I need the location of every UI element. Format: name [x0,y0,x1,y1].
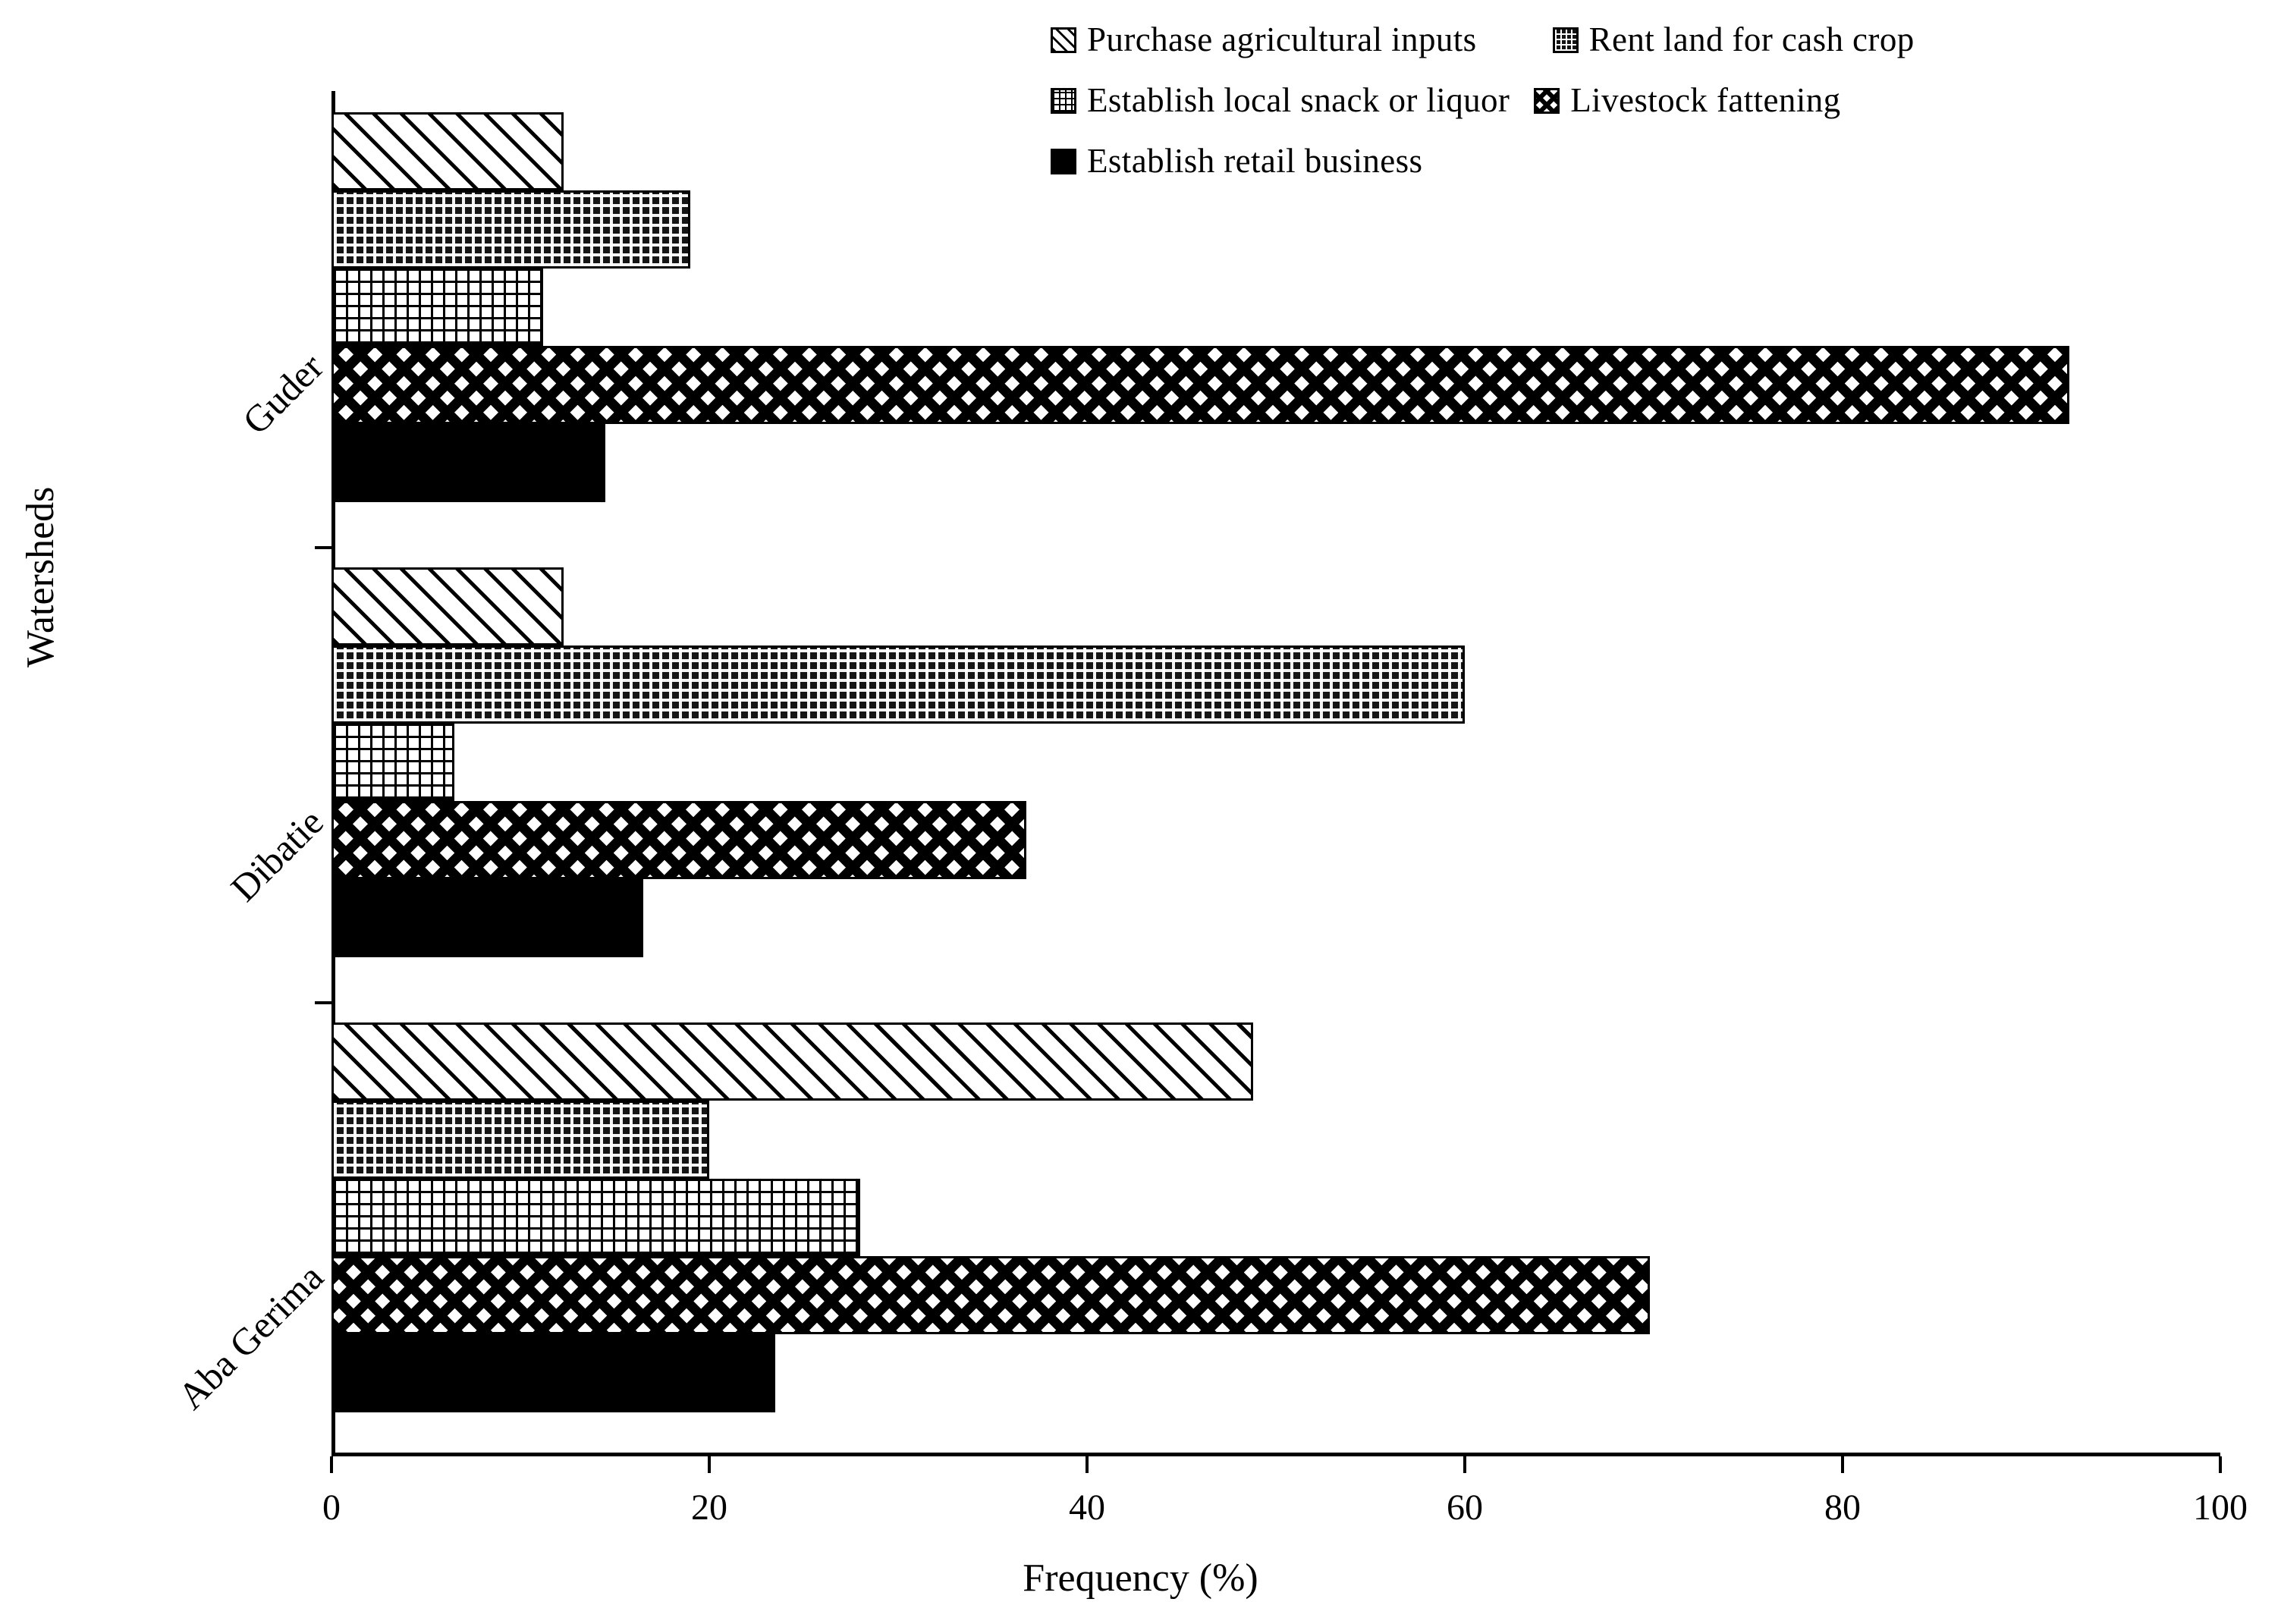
y-tick-1 [315,546,331,549]
x-tick-label-0: 0 [322,1487,341,1528]
x-tick-1 [708,1456,711,1473]
bar [331,879,643,957]
bar [331,1179,860,1257]
bar [331,112,564,190]
x-tick-label-4: 80 [1824,1487,1861,1528]
legend-swatch-dense-grid-icon [1553,27,1579,53]
x-tick-label-1: 20 [691,1487,727,1528]
x-tick-0 [330,1456,333,1473]
x-axis-line [331,1453,2220,1456]
x-tick-3 [1463,1456,1466,1473]
legend-label-4: Establish retail business [1087,142,1423,180]
bar [331,346,2069,424]
x-tick-4 [1841,1456,1844,1473]
plot-area [169,91,2248,1528]
bar [331,269,543,347]
x-tick-2 [1086,1456,1089,1473]
legend-label-1: Rent land for cash crop [1588,20,1915,58]
bar [331,801,1026,879]
y-tick-2 [315,1001,331,1004]
x-tick-5 [2219,1456,2222,1473]
category-label-0: Guder [234,345,331,443]
x-tick-label-2: 40 [1069,1487,1105,1528]
category-label-2: Aba Gerima [169,1255,331,1418]
bar [331,424,605,502]
bar [331,190,690,269]
legend-item-purchase-agricultural-inputs [1051,20,1477,58]
bar [331,1334,775,1412]
legend-swatch-diagonal-stripes-icon [1051,27,1076,53]
y-axis-title: Watersheds [19,486,62,668]
legend-row-1 [1051,20,1915,58]
legend-label-3: Livestock fattening [1570,81,1841,119]
bar [331,1022,1253,1101]
bar [331,567,564,646]
bar [331,724,454,802]
x-tick-label-3: 60 [1447,1487,1483,1528]
x-axis-title: Frequency (%) [1023,1556,1258,1600]
bar [331,1256,1650,1334]
legend-label-2: Establish local snack or liquor [1087,81,1510,119]
legend-label-0: Purchase agricultural inputs [1087,20,1477,58]
x-tick-label-5: 100 [2193,1487,2248,1528]
category-label-1: Dibatie [222,800,331,909]
bar [331,646,1465,724]
legend-item-rent-land-for-cash-crop [1553,20,1915,58]
bar [331,1101,709,1179]
